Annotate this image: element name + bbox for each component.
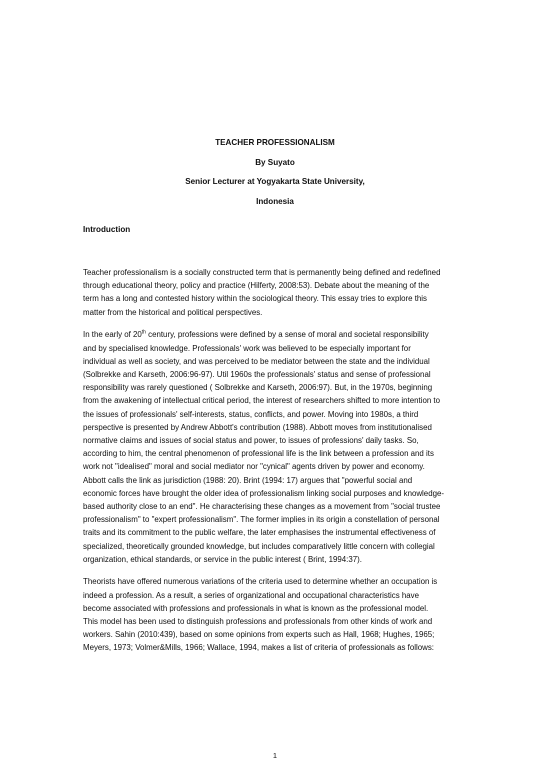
body-text xyxy=(83,266,483,664)
author-byline: By Suyato xyxy=(255,157,295,167)
paragraph: In the early of 20th century, professions were defined by a sense of moral and societal responsibility and by specialised knowledge. Professionals' work was believed to be especially important for individual as well as society, and was perceived to be mediator between the state and the individual (Solbrekke and Karseth, 2006:96-97). Util 1960s the professionals' status and sense of professional responsibility was rarely questioned ( Solbrekke and Karseth, 2006:97). But, in the 1970s, beginning from the awakening of intellectual critical period, the interest of researchers shifted to more intention to the issues of professionals' self-interests, status, conflicts, and power. Moving into 1980s, a third perspective is presented by Andrew Abbott's contribution (1988). Abbott moves from institutionalised normative claims and issues of social status and power, to issues of professions' daily tasks. So, according to him, the central phenomenon of professional life is the link between a profession and its work not "idealised" moral and social mediator nor "cynical" agents driven by power and economy. Abbott calls the link as jurisdiction (1988: 20). Brint (1994: 17) argues that "powerful social and economic forces have brought the older idea of professionalism linking social purposes and knowledge- based authority close to an end". He characterising these changes as a movement from "social trustee professionalism" to "expert professionalism". The former implies in its origin a constellation of personal traits and its commitment to the public welfare, the later emphasises the instrumental effectiveness of specialized, theoretically grounded knowledge, but includes comparatively little concern with collegial organization, ethical standards, or service in the public interest ( Brint, 1994:37). xyxy=(83,329,444,564)
section-heading-introduction: Introduction xyxy=(83,225,131,234)
page-number: 1 xyxy=(272,751,278,760)
document-title: TEACHER PROFESSIONALISM xyxy=(215,138,335,147)
author-affiliation: Senior Lecturer at Yogyakarta State University, xyxy=(185,177,365,186)
author-country: Indonesia xyxy=(256,196,294,206)
title-block xyxy=(0,138,550,216)
paragraph: Theorists have offered numerous variations of the criteria used to determine whether an occupation is indeed a profession. As a result, a series of organizational and occupational characteristics have become associated with professions and professionals in what is known as the professional model. This model has been used to distinguish professions and professionals from other kinds of work and workers. Sahin (2010:439), based on some opinions from experts such as Hall, 1968; Hughes, 1965; Meyers, 1973; Volmer&Mills, 1966; Wallace, 1994, makes a list of criteria of professionals as follows: xyxy=(83,577,438,653)
paragraph: Teacher professionalism is a socially constructed term that is permanently being defined and redefined through educational theory, policy and practice (Hilferty, 2008:53). Debate about the meaning of the term has a long and contested history within the sociological theory. This essay tries to explore this matter from the historical and political perspectives. xyxy=(83,268,441,317)
